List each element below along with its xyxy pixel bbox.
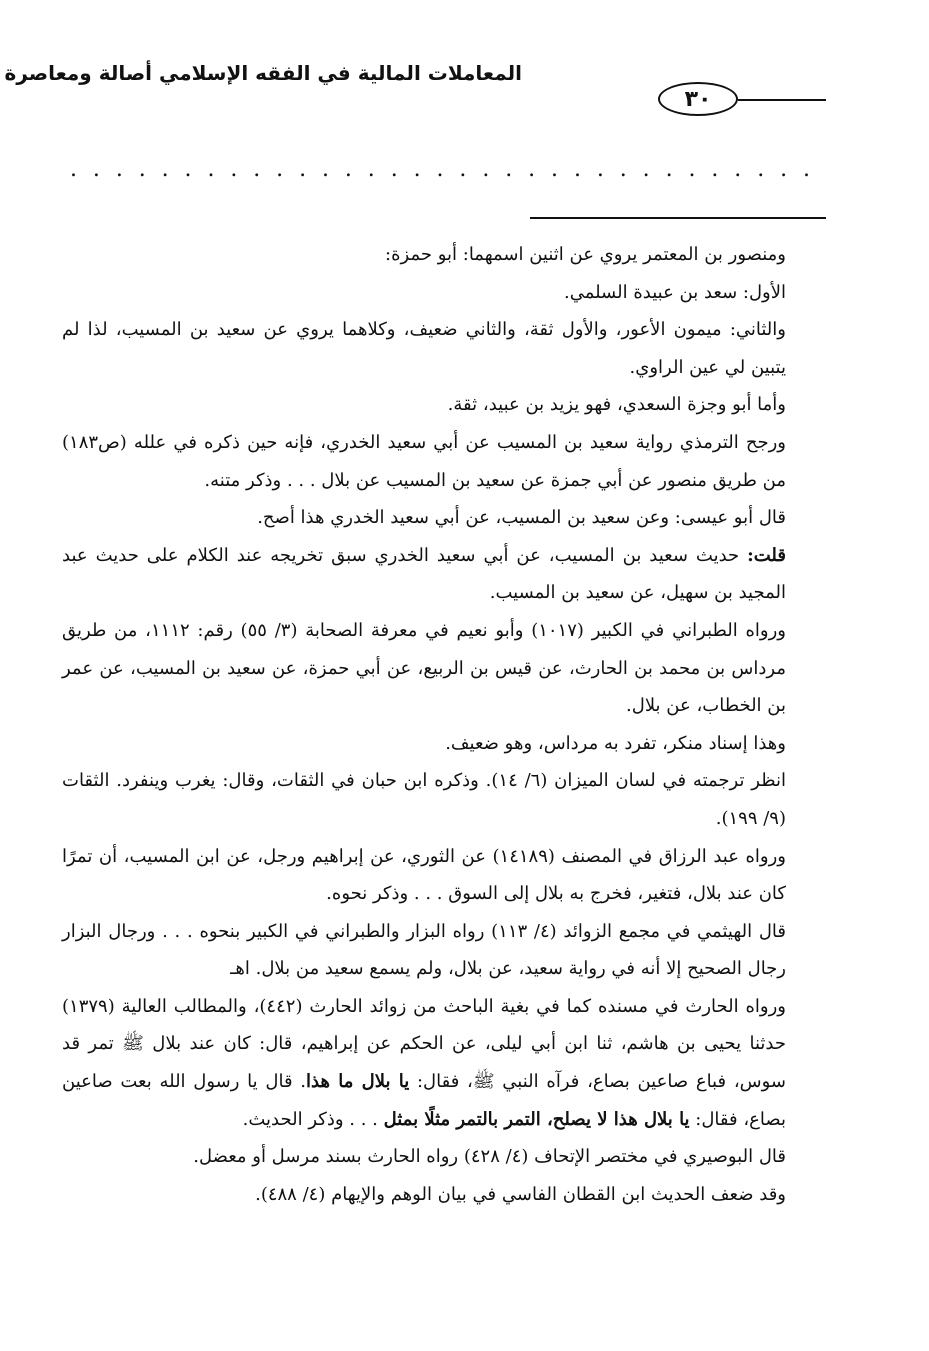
header-rule bbox=[738, 99, 826, 101]
paragraph: قال البوصيري في مختصر الإتحاف (٤/ ٤٢٨) رواه الحارث بسند مرسل أو معضل. bbox=[193, 1146, 786, 1168]
footnote-rule bbox=[530, 217, 826, 219]
paragraph: انظر ترجمته في لسان الميزان (٦/ ١٤). وذكره ابن حبان في الثقات، وقال: يغرب وينفرد. الثقات (٩/ ١٩٩). bbox=[62, 770, 786, 829]
paragraph: وأما أبو وجزة السعدي، فهو يزيد بن عبيد، ثقة. bbox=[447, 394, 786, 416]
page-number: ٣٠ bbox=[658, 82, 738, 116]
paragraph: ورواه الطبراني في الكبير (١٠١٧) وأبو نعيم في معرفة الصحابة (٣/ ٥٥) رقم: ١١١٢، من طريق مرداس بن محمد بن الحارث، عن قيس بن الربيع، عن أبي حمزة، عن سعيد بن المسيب، عن عمر بن الخطاب، عن بلال. bbox=[62, 619, 786, 717]
paragraph-text: . . . وذكر الحديث. bbox=[242, 1108, 384, 1130]
paragraph-text: حديث سعيد بن المسيب، عن أبي سعيد الخدري سبق تخريجه عند الكلام على حديث عبد المجيد بن سهيل، عن سعيد بن المسيب. bbox=[62, 544, 786, 604]
ellipsis-separator: . . . . . . . . . . . . . . . . . . . . . . . . . . . . . . . . . bbox=[70, 157, 810, 182]
paragraph: ومنصور بن المعتمر يروي عن اثنين اسمهما: أبو حمزة: bbox=[385, 244, 786, 265]
hadith-quote: يا بلال ما هذا bbox=[306, 1071, 410, 1093]
paragraph: وقد ضعف الحديث ابن القطان الفاسي في بيان الوهم والإيهام (٤/ ٤٨٨). bbox=[255, 1183, 786, 1205]
paragraph: قال الهيثمي في مجمع الزوائد (٤/ ١١٣) رواه البزار والطبراني في الكبير بنحوه . . . ورجال البزار رجال الصحيح إلا أنه في رواية سعيد، عن بلال، ولم يسمع سعيد من بلال. اهـ bbox=[62, 920, 787, 980]
footnote-body bbox=[62, 236, 786, 1213]
hadith-quote: يا بلال هذا لا يصلح، التمر بالتمر مثلًا بمثل bbox=[383, 1108, 690, 1130]
running-header-title: المعاملات المالية في الفقه الإسلامي أصالة ومعاصرة bbox=[4, 61, 522, 85]
paragraph: والثاني: ميمون الأعور، والأول ثقة، والثاني ضعيف، وكلاهما يروي عن سعيد بن المسيب، لذا لم يتبين لي عين الراوي. bbox=[62, 319, 786, 378]
paragraph: قال أبو عيسى: وعن سعيد بن المسيب، عن أبي سعيد الخدري هذا أصح. bbox=[257, 507, 786, 529]
paragraph: ورواه عبد الرزاق في المصنف (١٤١٨٩) عن الثوري، عن إبراهيم ورجل، عن ابن المسيب، أن تمرًا كان عند بلال، فتغير، فخرج به بلال إلى السوق . . . وذكر نحوه. bbox=[62, 845, 786, 905]
paragraph bbox=[62, 988, 786, 1138]
paragraph-text: . قال يا رسول الله بعت صاعين بصاع، فقال: bbox=[62, 1071, 786, 1130]
paragraph: وهذا إسناد منكر، تفرد به مرداس، وهو ضعيف. bbox=[445, 732, 786, 754]
paragraph-text: ورواه الحارث في مسنده كما في بغية الباحث من زوائد الحارث (٤٤٢)، والمطالب العالية (١٣٧٩) حدثنا يحيى بن هاشم، ثنا ابن أبي ليلى، عن الحكم عن إبراهيم، قال: كان عند بلال ﷺ تمر قد سوس، فباع صاعين بصاع، فرآه النبي ﷺ، فقال: bbox=[62, 995, 786, 1093]
paragraph: ورجح الترمذي رواية سعيد بن المسيب عن أبي سعيد الخدري، فإنه حين ذكره في علله (ص١٨٣) من طريق منصور عن أبي جمزة عن سعيد بن المسيب عن بلال . . . وذكر متنه. bbox=[62, 431, 786, 491]
paragraph-lead: قلت: bbox=[747, 544, 786, 566]
paragraph bbox=[62, 537, 786, 612]
paragraph: الأول: سعد بن عبيدة السلمي. bbox=[563, 281, 786, 303]
